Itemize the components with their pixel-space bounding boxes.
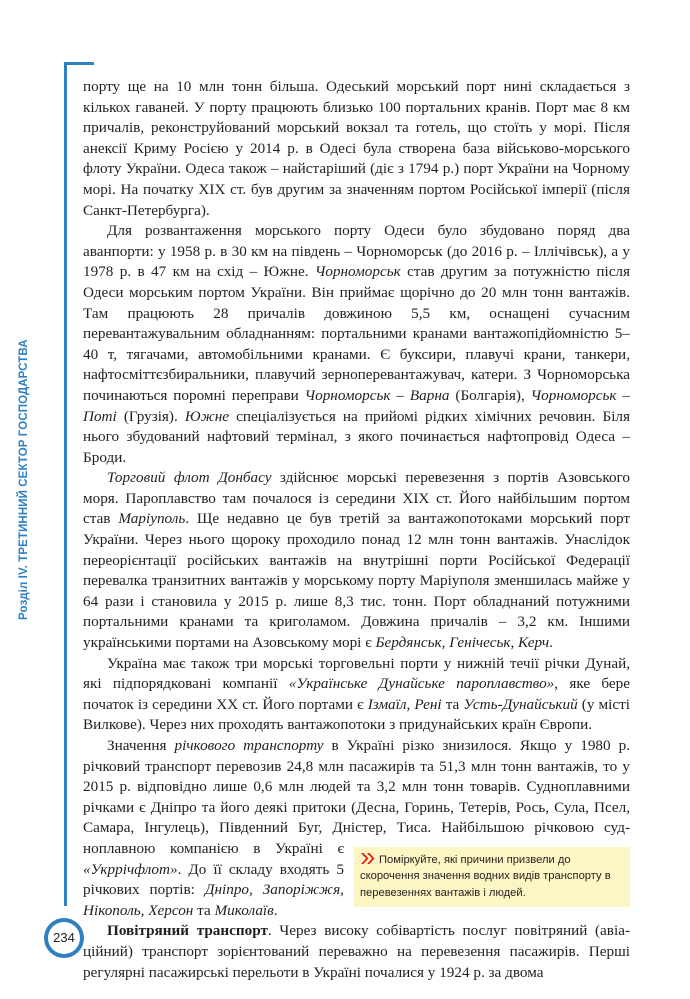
note-text: Поміркуйте, які причини призвели до скорочення значення водних видів транспорту в перевезеннях вантажів і людей. <box>360 853 611 899</box>
italic-term: Чорноморськ – Варна <box>304 386 450 404</box>
paragraph-text: Україна має також три морські торговельні порти у нижній течії річки Дунай, які підпорядковані компанії <box>83 654 630 693</box>
paragraph-text: . Ще недавно це був третій за вантажопотоками морський порт України. Через нього щороку проходило понад 12 млн тонн вантажів. Унаслідок переорієнтації російських вантажів на внутрішні порти Російської Федерації перевалка транзитних вантажів у морському порту Маріуполя зменшилась майже у 64 рази і становила у 2015 р. лише 8,3 тис. тонн. Порт обладнаний потужними портальними кранами та криголамом. Довжина причалів – 3,2 км. Іншими українськими портами на Азовському морі є <box>83 510 630 652</box>
paragraph-text: . Через високу собівартість послуг повітряний (авіаційний) транспорт зорієнтований переважно на перевезення пасажирів. Перші регулярні пасажирські перельоти в Україні почалися у 1924 р. за двома <box>83 922 630 981</box>
paragraph-text: спеціалізується на прийомі рідких хімічних речовин. Біля нього збудований нафтовий термінал, з якого починається нафтопровід Одеса – Броди. <box>83 407 630 466</box>
italic-term: Бердянськ, Генічеськ, Керч <box>375 634 550 652</box>
paragraph-text: в Україні різко знизилося. Якщо у 1980 р. річковий транспорт перевозив 24,8 млн пасажирів та 51,3 млн тонн вантажів, то у 2015 р. відповідно лише 0,6 млн людей та 3,2 млн тонн товарів. Судноплавними річками є Дніпро та його деякі притоки (Десна, Горинь, Тетерів, Рось, Сула, Псел, Самара, Інгулець), Південний Буг, Дністер, Тиса. Найбільшою річковою судноплавною компанією в Україні є <box>83 737 631 857</box>
paragraph-text: та <box>441 695 464 713</box>
paragraph-text: став другим за потужністю після Одеси морським портом України. Він приймає щорічно до 20 млн тонн вантажів. Там працюють 28 причалів довжиною 5,5 км, оснащені сучасним перевантажувальним обладнанням: портальними кранами вантажопідйомністю 5–40 т, тягачами, автомобільними кранами. Є буксири, плавучі крани, танкери, нафтосміттєзбиральники, плавучий зерноперевантажувач, катери. З Чорноморська починаються поромні переправи <box>83 263 630 404</box>
company-name: «Укррічфлот» <box>83 860 178 878</box>
page-number: 234 <box>48 922 80 954</box>
body-text <box>83 77 630 983</box>
paragraph-text: та <box>193 901 215 919</box>
paragraph-text: . До її складу входять 5 річкових портів: <box>83 860 344 899</box>
air-transport-paragraph <box>83 921 630 983</box>
river-transport-paragraph <box>83 736 630 921</box>
section-sidebar-title <box>18 320 38 620</box>
italic-term: Чорноморськ <box>314 263 401 281</box>
section-title: ТРЕТИННИЙ СЕКТОР ГОСПОДАРСТВА <box>18 339 30 562</box>
margin-accent-line <box>64 62 67 906</box>
italic-term: Южне <box>184 407 230 425</box>
italic-term: «Українське Дунайське пароплавство» <box>288 675 555 693</box>
italic-term: Маріуполь <box>118 510 186 528</box>
paragraph <box>83 221 630 468</box>
page-number-badge <box>44 918 84 958</box>
italic-term: Усть-Дунайський <box>463 695 578 713</box>
paragraph-text: . <box>549 634 553 652</box>
paragraphs <box>83 77 630 736</box>
paragraph-text: (у місті Вилкове). Через них проходять вантажопотоки з придунайських країн Європи. <box>83 695 630 734</box>
paragraph <box>83 654 630 736</box>
paragraph <box>83 77 630 221</box>
italic-term: Торговий флот Донбасу <box>107 469 272 487</box>
paragraph <box>83 468 630 653</box>
paragraph-text: , яке бере початок із середини XX ст. Його портами є <box>83 675 630 713</box>
section-number: Розділ IV. <box>18 565 30 620</box>
river-ports: Дніпро, Запоріжжя, Нікополь, Херсон <box>83 881 344 919</box>
italic-term: Ізмаїл, Рені <box>367 695 442 713</box>
italic-term: Чорноморськ – Поті <box>83 386 631 425</box>
paragraph-text: Значення <box>107 737 175 754</box>
think-about-note <box>354 847 630 908</box>
paragraph-text: здійснює морські перевезення з портів Азовського моря. Пароплавство там почалося із середини XIX ст. Його найбільшим портом став <box>83 469 630 528</box>
double-chevron-right-icon <box>360 852 376 865</box>
air-transport-heading: Повітряний транспорт <box>107 922 268 940</box>
paragraph-text: (Болгарія), <box>449 386 531 404</box>
paragraph-text: порту ще на 10 млн тонн більша. Одеський морський порт нині складається з кількох гаваней. У порту працюють близько 100 портальних кранів. Порт має 8 км причалів, реконструйований морський вокзал та готель, що стоїть у морі. Після анексії Криму Росією у 2014 р. в Одесі була створена база військово-морського флоту України. Одеса також – найстаріший (діє з 1794 р.) порт України на Чорному морі. На початку XIX ст. був другим за значенням портом Російської імперії (після Санкт-Петербурга). <box>83 78 630 219</box>
top-accent-line <box>64 62 94 65</box>
paragraph-text: Для розвантаження морського порту Одеси було збудовано поряд два аванпорти: у 1958 р. в 30 км на південь – Чорноморськ (до 2016 р. – Іллічівськ), а у 1978 р. в 47 км на схід – Южне. <box>83 222 630 281</box>
term-river-transport: річкового транспорту <box>174 737 324 754</box>
paragraph-text: . <box>273 901 278 919</box>
paragraph-text: (Грузія). <box>116 407 185 425</box>
river-port-last: Миколаїв <box>214 901 274 919</box>
